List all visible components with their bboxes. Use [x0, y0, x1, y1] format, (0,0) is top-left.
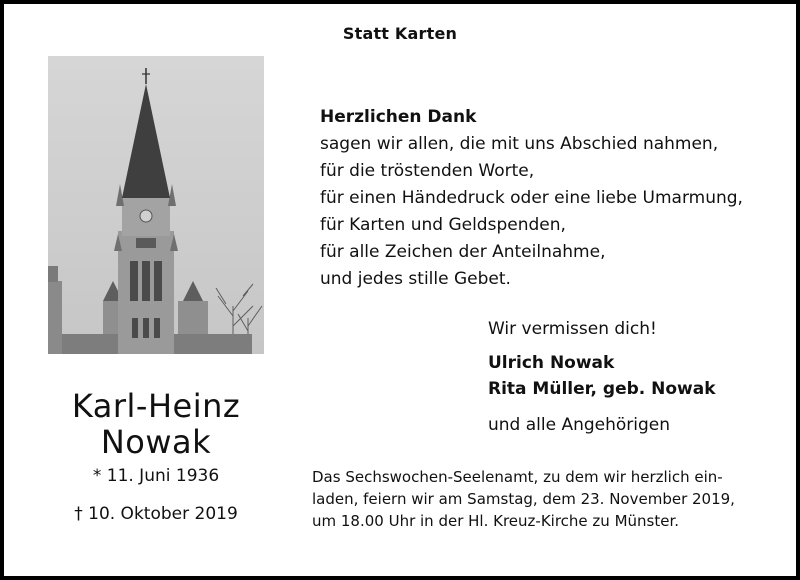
thanks-message	[320, 104, 790, 293]
church-tower-image	[48, 56, 264, 354]
thanks-line: für Karten und Geldspenden,	[320, 215, 566, 235]
birth-date: * 11. Juni 1936	[92, 466, 220, 486]
memorial-service-notice	[312, 466, 782, 532]
relatives-line: und alle Angehörigen	[488, 415, 671, 435]
thanks-line: für alle Zeichen der Anteilnahme,	[320, 242, 606, 262]
thanks-line: sagen wir allen, die mit uns Abschied nahmen,	[320, 134, 719, 154]
mourner-name: Rita Müller, geb. Nowak	[488, 379, 716, 399]
deceased-first-name: Karl-Heinz	[71, 387, 241, 425]
notice-line: laden, feiern wir am Samstag, dem 23. November 2019,	[312, 490, 735, 508]
miss-you-line: Wir vermissen dich!	[488, 319, 657, 339]
death-date: † 10. Oktober 2019	[74, 504, 238, 524]
notice-line: um 18.00 Uhr in der Hl. Kreuz-Kirche zu Münster.	[312, 512, 680, 530]
church-tower-photo	[48, 56, 264, 354]
mourner-name: Ulrich Nowak	[488, 353, 615, 373]
notice-line: Das Sechswochen-Seelenamt, zu dem wir herzlich ein-	[312, 468, 723, 486]
header-title: Statt Karten	[342, 24, 458, 43]
deceased-last-name: Nowak	[100, 423, 212, 461]
signoff	[488, 316, 788, 438]
thanks-title: Herzlichen Dank	[320, 107, 477, 127]
thanks-line: und jedes stille Gebet.	[320, 269, 511, 289]
deceased-name	[48, 388, 264, 460]
thanks-line: für einen Händedruck oder eine liebe Umarmung,	[320, 188, 743, 208]
life-dates	[48, 464, 264, 540]
thanks-line: für die tröstenden Worte,	[320, 161, 535, 181]
